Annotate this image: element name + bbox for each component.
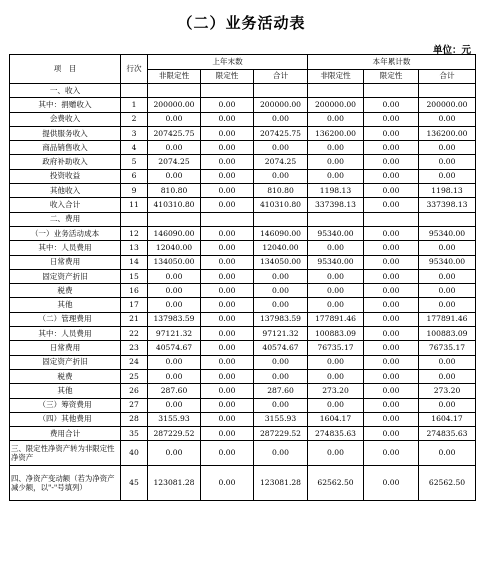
cell-prev-restricted: 0.00 [201,398,254,412]
cell-cur-restricted: 0.00 [364,226,419,240]
cell-prev-unrestricted: 0.00 [148,112,201,126]
cell-cur-unrestricted: 0.00 [308,112,364,126]
cell-prev-total: 0.00 [254,269,308,283]
header-cur-unrestricted: 非限定性 [308,69,364,84]
cell-prev-restricted: 0.00 [201,284,254,298]
cell-prev-total: 0.00 [254,355,308,369]
row-label: 商品销售收入 [10,141,121,155]
cell-cur-total: 274835.63 [419,427,476,441]
cell-cur-unrestricted: 76735.17 [308,341,364,355]
cell-cur-total [419,84,476,98]
cell-prev-total: 0.00 [254,284,308,298]
cell-prev-restricted: 0.00 [201,198,254,212]
cell-cur-unrestricted: 0.00 [308,398,364,412]
row-number: 22 [121,327,148,341]
cell-cur-restricted: 0.00 [364,398,419,412]
activity-table [9,54,476,501]
cell-prev-unrestricted: 410310.80 [148,198,201,212]
row-label: 其中：捐赠收入 [10,98,121,112]
table-row [10,184,476,198]
row-number: 4 [121,141,148,155]
row-number: 45 [121,466,148,501]
cell-prev-unrestricted: 0.00 [148,355,201,369]
cell-cur-restricted: 0.00 [364,198,419,212]
cell-cur-unrestricted: 273.20 [308,384,364,398]
cell-cur-total: 0.00 [419,112,476,126]
cell-prev-total: 287.60 [254,384,308,398]
row-label: 日常费用 [10,255,121,269]
cell-prev-restricted: 0.00 [201,384,254,398]
row-number: 24 [121,355,148,369]
cell-prev-restricted: 0.00 [201,241,254,255]
cell-prev-total: 410310.80 [254,198,308,212]
table-body [10,84,476,501]
header-prev-year: 上年末数 [148,55,308,70]
table-row [10,241,476,255]
cell-cur-total: 136200.00 [419,126,476,140]
row-number: 14 [121,255,148,269]
cell-prev-unrestricted: 146090.00 [148,226,201,240]
cell-prev-restricted: 0.00 [201,255,254,269]
cell-prev-total: 12040.00 [254,241,308,255]
table-row [10,384,476,398]
row-label: 投资收益 [10,169,121,183]
page-title: （二）业务活动表 [177,14,306,32]
cell-prev-unrestricted: 137983.59 [148,312,201,326]
cell-cur-unrestricted: 0.00 [308,284,364,298]
cell-prev-total: 810.80 [254,184,308,198]
cell-prev-total: 137983.59 [254,312,308,326]
row-number: 11 [121,198,148,212]
cell-cur-total: 95340.00 [419,226,476,240]
header-prev-restricted: 限定性 [201,69,254,84]
cell-prev-unrestricted: 12040.00 [148,241,201,255]
cell-cur-unrestricted: 0.00 [308,441,364,466]
cell-cur-restricted: 0.00 [364,427,419,441]
table-row [10,298,476,312]
cell-cur-restricted [364,84,419,98]
row-number: 6 [121,169,148,183]
row-label: 费用合计 [10,427,121,441]
row-number: 16 [121,284,148,298]
cell-cur-unrestricted: 1198.13 [308,184,364,198]
cell-prev-total: 0.00 [254,169,308,183]
cell-cur-total: 1604.17 [419,412,476,426]
cell-prev-restricted: 0.00 [201,126,254,140]
cell-cur-restricted: 0.00 [364,412,419,426]
cell-prev-restricted: 0.00 [201,141,254,155]
table-row [10,369,476,383]
cell-prev-unrestricted [148,84,201,98]
cell-prev-unrestricted: 0.00 [148,398,201,412]
cell-prev-total: 287229.52 [254,427,308,441]
cell-cur-restricted: 0.00 [364,384,419,398]
row-number: 1 [121,98,148,112]
cell-cur-total: 0.00 [419,169,476,183]
cell-prev-restricted: 0.00 [201,441,254,466]
cell-prev-restricted: 0.00 [201,312,254,326]
row-number [121,212,148,226]
row-label: 日常费用 [10,341,121,355]
cell-cur-total: 0.00 [419,355,476,369]
cell-cur-total: 0.00 [419,141,476,155]
cell-prev-total: 0.00 [254,369,308,383]
row-number [121,84,148,98]
cell-prev-unrestricted: 0.00 [148,298,201,312]
row-number: 40 [121,441,148,466]
row-label: 政府补助收入 [10,155,121,169]
cell-prev-unrestricted: 0.00 [148,269,201,283]
cell-cur-total: 0.00 [419,284,476,298]
cell-prev-total: 0.00 [254,441,308,466]
cell-prev-unrestricted: 2074.25 [148,155,201,169]
cell-prev-total: 2074.25 [254,155,308,169]
table-row [10,255,476,269]
cell-cur-unrestricted: 1604.17 [308,412,364,426]
cell-cur-unrestricted: 200000.00 [308,98,364,112]
cell-cur-unrestricted: 136200.00 [308,126,364,140]
cell-cur-total: 0.00 [419,269,476,283]
cell-prev-unrestricted: 287.60 [148,384,201,398]
cell-cur-unrestricted: 95340.00 [308,255,364,269]
cell-cur-total: 0.00 [419,298,476,312]
cell-cur-total: 1198.13 [419,184,476,198]
row-label: 其中：人员费用 [10,327,121,341]
cell-cur-restricted: 0.00 [364,466,419,501]
cell-prev-total [254,84,308,98]
cell-prev-unrestricted: 810.80 [148,184,201,198]
cell-cur-restricted: 0.00 [364,184,419,198]
row-label: （一）业务活动成本 [10,226,121,240]
cell-prev-unrestricted: 287229.52 [148,427,201,441]
cell-cur-unrestricted [308,84,364,98]
row-label: 其他 [10,298,121,312]
cell-cur-total: 0.00 [419,241,476,255]
table-row [10,398,476,412]
cell-prev-total: 0.00 [254,398,308,412]
cell-prev-restricted: 0.00 [201,184,254,198]
cell-prev-total: 200000.00 [254,98,308,112]
table-row [10,112,476,126]
header-item: 项 目 [10,55,121,84]
table-row [10,284,476,298]
cell-cur-total: 100883.09 [419,327,476,341]
table-row [10,327,476,341]
cell-prev-total [254,212,308,226]
table-row [10,441,476,466]
row-label: （二）管理费用 [10,312,121,326]
cell-prev-unrestricted [148,212,201,226]
cell-cur-unrestricted: 0.00 [308,155,364,169]
table-row [10,269,476,283]
cell-prev-total: 123081.28 [254,466,308,501]
row-number: 27 [121,398,148,412]
cell-cur-total: 200000.00 [419,98,476,112]
cell-prev-restricted [201,84,254,98]
cell-prev-unrestricted: 97121.32 [148,327,201,341]
row-number: 26 [121,384,148,398]
cell-cur-unrestricted: 177891.46 [308,312,364,326]
row-label: 税费 [10,369,121,383]
row-label: 其中：人员费用 [10,241,121,255]
cell-cur-restricted: 0.00 [364,355,419,369]
row-label: 四、净资产变动额（若为净资产减少额，以"-"号填列） [10,466,121,501]
cell-prev-unrestricted: 0.00 [148,169,201,183]
row-label: （四）其他费用 [10,412,121,426]
row-number: 23 [121,341,148,355]
cell-cur-restricted: 0.00 [364,169,419,183]
row-label: 二、费用 [10,212,121,226]
cell-prev-unrestricted: 3155.93 [148,412,201,426]
cell-prev-unrestricted: 123081.28 [148,466,201,501]
cell-prev-unrestricted: 0.00 [148,284,201,298]
cell-cur-restricted: 0.00 [364,126,419,140]
table-row [10,312,476,326]
table-row [10,466,476,501]
row-number: 12 [121,226,148,240]
cell-cur-total: 177891.46 [419,312,476,326]
row-number: 13 [121,241,148,255]
cell-cur-restricted: 0.00 [364,312,419,326]
cell-cur-unrestricted: 0.00 [308,298,364,312]
cell-prev-total: 207425.75 [254,126,308,140]
cell-cur-unrestricted: 100883.09 [308,327,364,341]
table-row [10,226,476,240]
cell-cur-unrestricted: 0.00 [308,369,364,383]
table-row [10,169,476,183]
cell-cur-restricted [364,212,419,226]
cell-prev-restricted: 0.00 [201,226,254,240]
cell-cur-total [419,212,476,226]
cell-prev-unrestricted: 134050.00 [148,255,201,269]
header-row-no: 行次 [121,55,148,84]
cell-prev-total: 40574.67 [254,341,308,355]
cell-prev-total: 97121.32 [254,327,308,341]
cell-cur-restricted: 0.00 [364,327,419,341]
cell-cur-restricted: 0.00 [364,155,419,169]
header-cur-total: 合计 [419,69,476,84]
row-label: 会费收入 [10,112,121,126]
table-row [10,155,476,169]
cell-prev-total: 134050.00 [254,255,308,269]
cell-cur-unrestricted: 0.00 [308,169,364,183]
row-label: 三、限定性净资产转为非限定性净资产 [10,441,121,466]
row-number: 9 [121,184,148,198]
cell-cur-total: 273.20 [419,384,476,398]
cell-prev-restricted: 0.00 [201,466,254,501]
cell-cur-restricted: 0.00 [364,341,419,355]
cell-cur-unrestricted: 62562.50 [308,466,364,501]
cell-cur-total: 0.00 [419,441,476,466]
header-current: 本年累计数 [308,55,476,70]
header-prev-unrestricted: 非限定性 [148,69,201,84]
cell-prev-restricted: 0.00 [201,112,254,126]
cell-prev-unrestricted: 0.00 [148,369,201,383]
row-label: 固定资产折旧 [10,269,121,283]
row-number: 28 [121,412,148,426]
cell-cur-unrestricted [308,212,364,226]
cell-prev-unrestricted: 0.00 [148,141,201,155]
cell-prev-unrestricted: 207425.75 [148,126,201,140]
cell-prev-unrestricted: 40574.67 [148,341,201,355]
cell-prev-restricted: 0.00 [201,369,254,383]
cell-cur-unrestricted: 0.00 [308,141,364,155]
cell-cur-total: 337398.13 [419,198,476,212]
cell-prev-total: 0.00 [254,141,308,155]
cell-cur-unrestricted: 0.00 [308,241,364,255]
row-number: 2 [121,112,148,126]
cell-cur-total: 0.00 [419,369,476,383]
cell-prev-restricted: 0.00 [201,98,254,112]
table-row [10,341,476,355]
cell-prev-total: 3155.93 [254,412,308,426]
cell-cur-unrestricted: 95340.00 [308,226,364,240]
row-label: 提供服务收入 [10,126,121,140]
cell-prev-restricted [201,212,254,226]
cell-cur-restricted: 0.00 [364,98,419,112]
cell-cur-restricted: 0.00 [364,369,419,383]
cell-cur-unrestricted: 274835.63 [308,427,364,441]
cell-cur-total: 0.00 [419,398,476,412]
table-row [10,355,476,369]
row-label: 收入合计 [10,198,121,212]
cell-cur-restricted: 0.00 [364,284,419,298]
table-row [10,141,476,155]
cell-cur-restricted: 0.00 [364,241,419,255]
unit-label: 单位：元 [432,45,471,56]
cell-prev-total: 146090.00 [254,226,308,240]
row-label: 固定资产折旧 [10,355,121,369]
cell-cur-restricted: 0.00 [364,141,419,155]
table-row [10,427,476,441]
cell-prev-restricted: 0.00 [201,327,254,341]
row-number: 15 [121,269,148,283]
cell-prev-restricted: 0.00 [201,169,254,183]
table-row [10,198,476,212]
row-number: 17 [121,298,148,312]
cell-cur-total: 62562.50 [419,466,476,501]
row-number: 5 [121,155,148,169]
cell-cur-unrestricted: 0.00 [308,269,364,283]
cell-prev-restricted: 0.00 [201,412,254,426]
cell-cur-unrestricted: 0.00 [308,355,364,369]
table-row [10,126,476,140]
cell-cur-total: 95340.00 [419,255,476,269]
cell-cur-restricted: 0.00 [364,269,419,283]
cell-prev-total: 0.00 [254,298,308,312]
table-row [10,412,476,426]
row-number: 25 [121,369,148,383]
row-label: 一、收入 [10,84,121,98]
header-cur-restricted: 限定性 [364,69,419,84]
cell-prev-restricted: 0.00 [201,341,254,355]
cell-cur-restricted: 0.00 [364,441,419,466]
table-row [10,84,476,98]
cell-cur-restricted: 0.00 [364,112,419,126]
cell-cur-restricted: 0.00 [364,255,419,269]
table-row [10,212,476,226]
row-number: 21 [121,312,148,326]
row-label: 其他 [10,384,121,398]
row-label: 税费 [10,284,121,298]
cell-prev-restricted: 0.00 [201,355,254,369]
cell-cur-total: 0.00 [419,155,476,169]
cell-cur-restricted: 0.00 [364,298,419,312]
cell-prev-unrestricted: 200000.00 [148,98,201,112]
cell-cur-unrestricted: 337398.13 [308,198,364,212]
cell-prev-unrestricted: 0.00 [148,441,201,466]
row-label: 其他收入 [10,184,121,198]
cell-prev-restricted: 0.00 [201,298,254,312]
row-number: 35 [121,427,148,441]
cell-prev-restricted: 0.00 [201,269,254,283]
cell-cur-total: 76735.17 [419,341,476,355]
row-number: 3 [121,126,148,140]
table-row [10,98,476,112]
cell-prev-restricted: 0.00 [201,427,254,441]
header-prev-total: 合计 [254,69,308,84]
row-label: （三）筹资费用 [10,398,121,412]
cell-prev-restricted: 0.00 [201,155,254,169]
cell-prev-total: 0.00 [254,112,308,126]
